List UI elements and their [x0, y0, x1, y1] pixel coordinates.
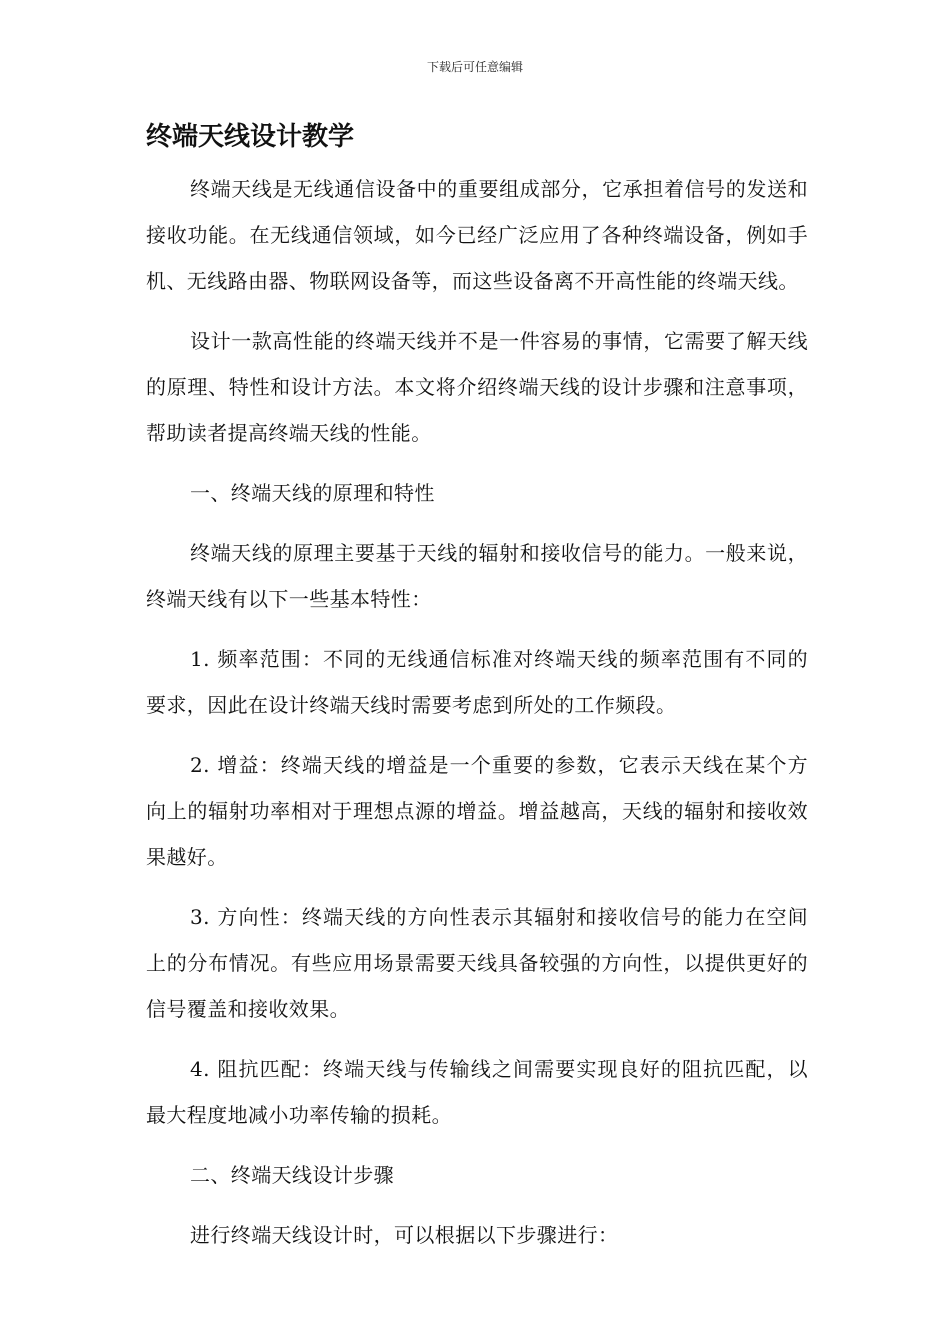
list-item-frequency-range: 1. 频率范围：不同的无线通信标准对终端天线的频率范围有不同的要求，因此在设计终端天线时需要考虑到所处的工作频段。 [146, 647, 808, 717]
paragraph-design-steps-intro: 进行终端天线设计时，可以根据以下步骤进行： [190, 1223, 619, 1247]
paragraph-purpose: 设计一款高性能的终端天线并不是一件容易的事情，它需要了解天线的原理、特性和设计方法。本文将介绍终端天线的设计步骤和注意事项，帮助读者提高终端天线的性能。 [146, 329, 808, 445]
list-item-impedance-matching: 4. 阻抗匹配：终端天线与传输线之间需要实现良好的阻抗匹配，以最大程度地减小功率传输的损耗。 [146, 1057, 808, 1127]
section-heading-design-steps: 二、终端天线设计步骤 [190, 1163, 394, 1187]
list-item-directivity: 3. 方向性：终端天线的方向性表示其辐射和接收信号的能力在空间上的分布情况。有些应用场景需要天线具备较强的方向性，以提供更好的信号覆盖和接收效果。 [146, 905, 808, 1021]
paragraph-principles: 终端天线的原理主要基于天线的辐射和接收信号的能力。一般来说，终端天线有以下一些基本特性： [146, 541, 808, 611]
page-header-note: 下载后可任意编辑 [426, 60, 523, 74]
paragraph-intro: 终端天线是无线通信设备中的重要组成部分，它承担着信号的发送和接收功能。在无线通信领域，如今已经广泛应用了各种终端设备，例如手机、无线路由器、物联网设备等，而这些设备离不开高性能的终端天线。 [146, 177, 808, 293]
document-title: 终端天线设计教学 [146, 122, 355, 152]
section-heading-principles: 一、终端天线的原理和特性 [190, 481, 435, 505]
document-body [146, 166, 808, 1272]
list-item-gain: 2. 增益：终端天线的增益是一个重要的参数，它表示天线在某个方向上的辐射功率相对于理想点源的增益。增益越高，天线的辐射和接收效果越好。 [146, 753, 808, 869]
